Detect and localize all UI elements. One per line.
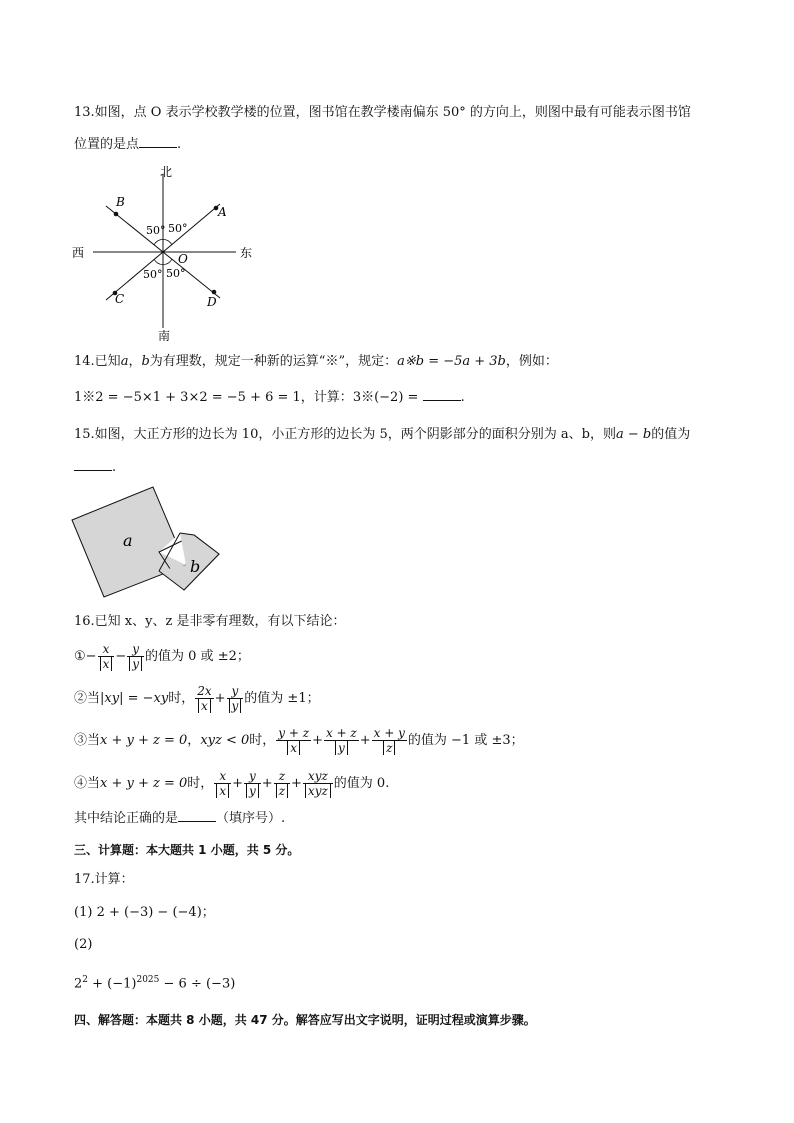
answer-blank [74, 457, 112, 471]
q17-part2-label: (2) [74, 937, 93, 952]
q16-conclusion-4: ④当x + y + z = 0时， $\frac{x}{x}$ + $\frac{y}{y}$ + $\frac{z}{z}$ + $\frac{\text{xyz}}{\text{xyz}}$ 的值为 0. [74, 769, 390, 798]
answer-blank [139, 134, 177, 148]
q17-title: 17.计算： [74, 872, 134, 887]
q13-line2: 位置的是点 . [74, 134, 181, 155]
fraction: $\frac{y}{y}$ [244, 769, 261, 798]
label-south: 南 [158, 329, 171, 342]
fraction: $\frac{x + z}{y}$ [325, 726, 357, 755]
angle-label-nw: 50° [146, 224, 166, 237]
compass-diagram [68, 160, 268, 342]
fraction: $\frac{z}{z}$ [274, 769, 290, 798]
fraction: $\frac{x + y}{z}$ [373, 726, 405, 755]
fraction: $\frac{y + z}{x}$ [278, 726, 310, 755]
q16-conclusion-2: ②当|xy| = −xy时， $\frac{2x}{x}$ + $\frac{y}{y}$ 的值为 ±1； [74, 684, 320, 713]
answer-blank [178, 808, 216, 822]
calc-expression: 3※(−2) = [352, 390, 419, 405]
label-b: B [116, 195, 125, 209]
q16-conclusion-3: ③当x + y + z = 0，xyz < 0时， $\frac{y + z}{x}$ + $\frac{x + z}{y}$ + $\frac{x + y}{z}$ 的值为 −1 或 ±3； [74, 726, 524, 755]
angle-label-ne: 50° [168, 222, 188, 235]
fraction: $\frac{x}{x}$ [214, 769, 231, 798]
point-d [212, 290, 217, 295]
q15-line1: 15.如图，大正方形的边长为 10，小正方形的边长为 5，两个阴影部分的面积分别为 a、b，则a − b的值为 [74, 427, 691, 442]
example-expression: 1※2 = −5×1 + 3×2 = −5 + 6 = 1 [74, 390, 301, 405]
point-b [114, 212, 119, 217]
angle-label-se: 50° [166, 267, 186, 280]
fraction: $\frac{y}{y}$ [127, 642, 144, 671]
section-4-heading: 四、解答题：本题共 8 小题，共 47 分。解答应写出文字说明，证明过程或演算步骤。 [74, 1013, 536, 1027]
label-east: 东 [240, 246, 253, 260]
angle-label-sw: 50° [143, 268, 163, 281]
q16-intro: 16.已知 x、y、z 是非零有理数，有以下结论： [74, 614, 346, 629]
rule-expression: a※b = −5a + 3b [397, 354, 506, 369]
q14-line2: 1※2 = −5×1 + 3×2 = −5 + 6 = 1，计算：3※(−2) = . [74, 387, 465, 408]
section-3-heading: 三、计算题：本大题共 1 小题，共 5 分。 [74, 843, 300, 857]
q17-part2-expr: $2^2 + (-1)^{2025} - 6 \div (-3)$ [74, 975, 236, 992]
q16-conclusion-1: ①− $\frac{x}{x}$ − $\frac{y}{y}$ 的值为 0 或 ±2； [74, 642, 250, 671]
label-a: a [123, 531, 133, 550]
label-west: 西 [72, 246, 85, 260]
squares-diagram [68, 482, 228, 602]
label-o: O [178, 252, 188, 266]
label-c: C [115, 292, 125, 306]
q16-final: 其中结论正确的是 （填序号）. [74, 808, 285, 829]
label-b: b [190, 557, 201, 576]
q14-line1: 14.已知a，b为有理数，规定一种新的运算“※”，规定：a※b = −5a + 3b，例如： [74, 354, 558, 369]
label-a: A [218, 205, 227, 219]
q15-line2: . [74, 457, 116, 478]
label-d: D [207, 295, 217, 309]
fraction: $\frac{2x}{x}$ [197, 684, 212, 713]
fraction: $\frac{\text{xyz}}{\text{xyz}}$ [303, 769, 333, 798]
answer-blank [423, 387, 461, 401]
label-north: 北 [160, 165, 173, 179]
q13-line1: 13.如图，点 O 表示学校教学楼的位置，图书馆在教学楼南偏东 50° 的方向上，则图中最有可能表示图书馆 [74, 105, 691, 120]
fraction: $\frac{y}{y}$ [227, 684, 244, 713]
fraction: $\frac{x}{x}$ [98, 642, 115, 671]
q17-part1: (1) 2 + (−3) − (−4)； [74, 905, 215, 920]
